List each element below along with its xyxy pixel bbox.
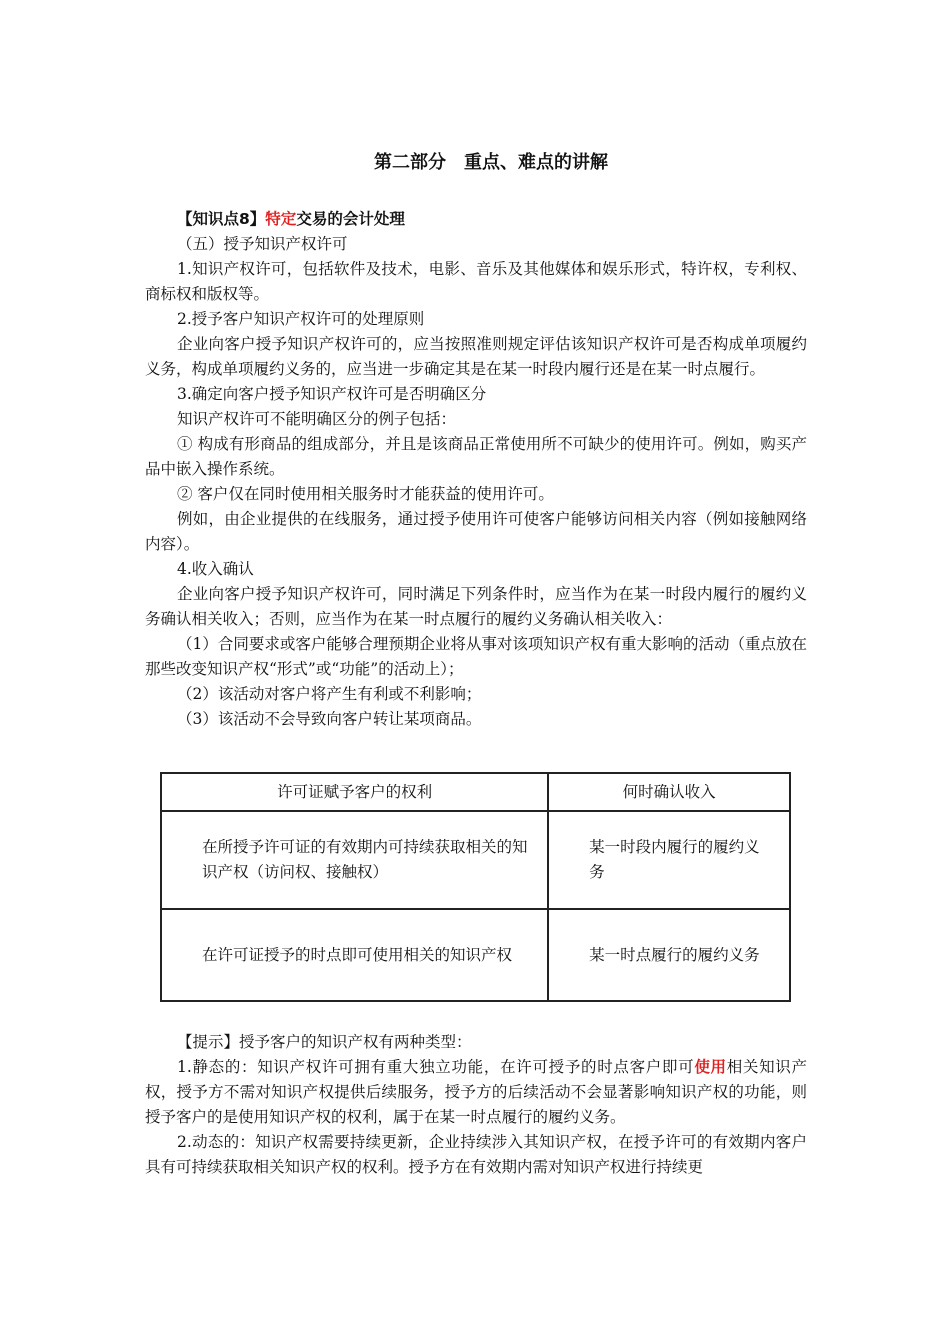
table-header-rights: 许可证赋予客户的权利 <box>161 773 548 811</box>
paragraph: 3.确定向客户授予知识产权许可是否明确区分 <box>177 385 487 403</box>
table-cell: 在所授予许可证的有效期内可持续获取相关的知识产权（访问权、接触权） <box>161 811 548 909</box>
heading-bracket: 【知识点8】 <box>177 210 266 228</box>
paragraph: （2）该活动对客户将产生有利或不利影响； <box>177 685 482 703</box>
paragraph: ① 构成有形商品的组成部分，并且是该商品正常使用所不可缺少的使用许可。例如，购买产品中嵌入操作系统。 <box>145 435 807 478</box>
tips-static-before: 1.静态的：知识产权许可拥有重大独立功能，在许可授予的时点客户即可 <box>177 1058 695 1076</box>
paragraph: 1.知识产权许可，包括软件及技术，电影、音乐及其他媒体和娱乐形式，特许权，专利权、商标权和版权等。 <box>145 260 807 303</box>
paragraph: 例如，由企业提供的在线服务，通过授予使用许可使客户能够访问相关内容（例如接触网络内容）。 <box>145 510 807 553</box>
table-row <box>161 909 790 1001</box>
tips-section <box>145 1030 807 1180</box>
paragraph: ② 客户仅在同时使用相关服务时才能获益的使用许可。 <box>177 485 554 503</box>
heading-rest: 交易的会计处理 <box>296 210 405 228</box>
table-header-recognition: 何时确认收入 <box>548 773 790 811</box>
main-content <box>145 150 807 732</box>
table-cell: 在许可证授予的时点即可使用相关的知识产权 <box>161 909 548 1001</box>
paragraph: （3）该活动不会导致向客户转让某项商品。 <box>177 710 482 728</box>
paragraph: 企业向客户授予知识产权许可，同时满足下列条件时，应当作为在某一时段内履行的履约义务确认相关收入；否则，应当作为在某一时点履行的履约义务确认相关收入： <box>145 585 807 628</box>
table-header-row <box>161 773 790 811</box>
tips-static-after: 相关知识产权，授予方不需对知识产权提供后续服务，授予方的后续活动不会显著影响知识产权的功能，则授予客户的是使用知识产权的权利，属于在某一时点履行的履约义务。 <box>145 1058 807 1126</box>
page-title: 第二部分 重点、难点的讲解 <box>374 152 608 173</box>
tips-static <box>145 1055 807 1130</box>
paragraph: 4.收入确认 <box>177 560 254 578</box>
tips-static-red: 使用 <box>694 1058 727 1076</box>
heading-red-text: 特定 <box>265 210 297 228</box>
paragraph: （1）合同要求或客户能够合理预期企业将从事对该项知识产权有重大影响的活动（重点放在那些改变知识产权“形式”或“功能”的活动上）； <box>145 635 807 678</box>
paragraph: 企业向客户授予知识产权许可的，应当按照准则规定评估该知识产权许可是否构成单项履约义务，构成单项履约义务的，应当进一步确定其是在某一时段内履行还是在某一时点履行。 <box>145 335 807 378</box>
paragraph: （五）授予知识产权许可 <box>177 235 348 253</box>
tips-intro: 【提示】授予客户的知识产权有两种类型： <box>177 1033 472 1051</box>
table-row <box>161 811 790 909</box>
table-cell: 某一时点履行的履约义务 <box>548 909 790 1001</box>
table-cell: 某一时段内履行的履约义务 <box>548 811 790 909</box>
paragraph: 知识产权许可不能明确区分的例子包括： <box>177 410 457 428</box>
tips-dynamic: 2.动态的：知识产权需要持续更新，企业持续涉入其知识产权，在授予许可的有效期内客户具有可持续获取相关知识产权的权利。授予方在有效期内需对知识产权进行持续更 <box>145 1133 807 1176</box>
rights-table <box>160 772 791 1002</box>
section-heading <box>145 207 807 232</box>
paragraph: 2.授予客户知识产权许可的处理原则 <box>177 310 425 328</box>
